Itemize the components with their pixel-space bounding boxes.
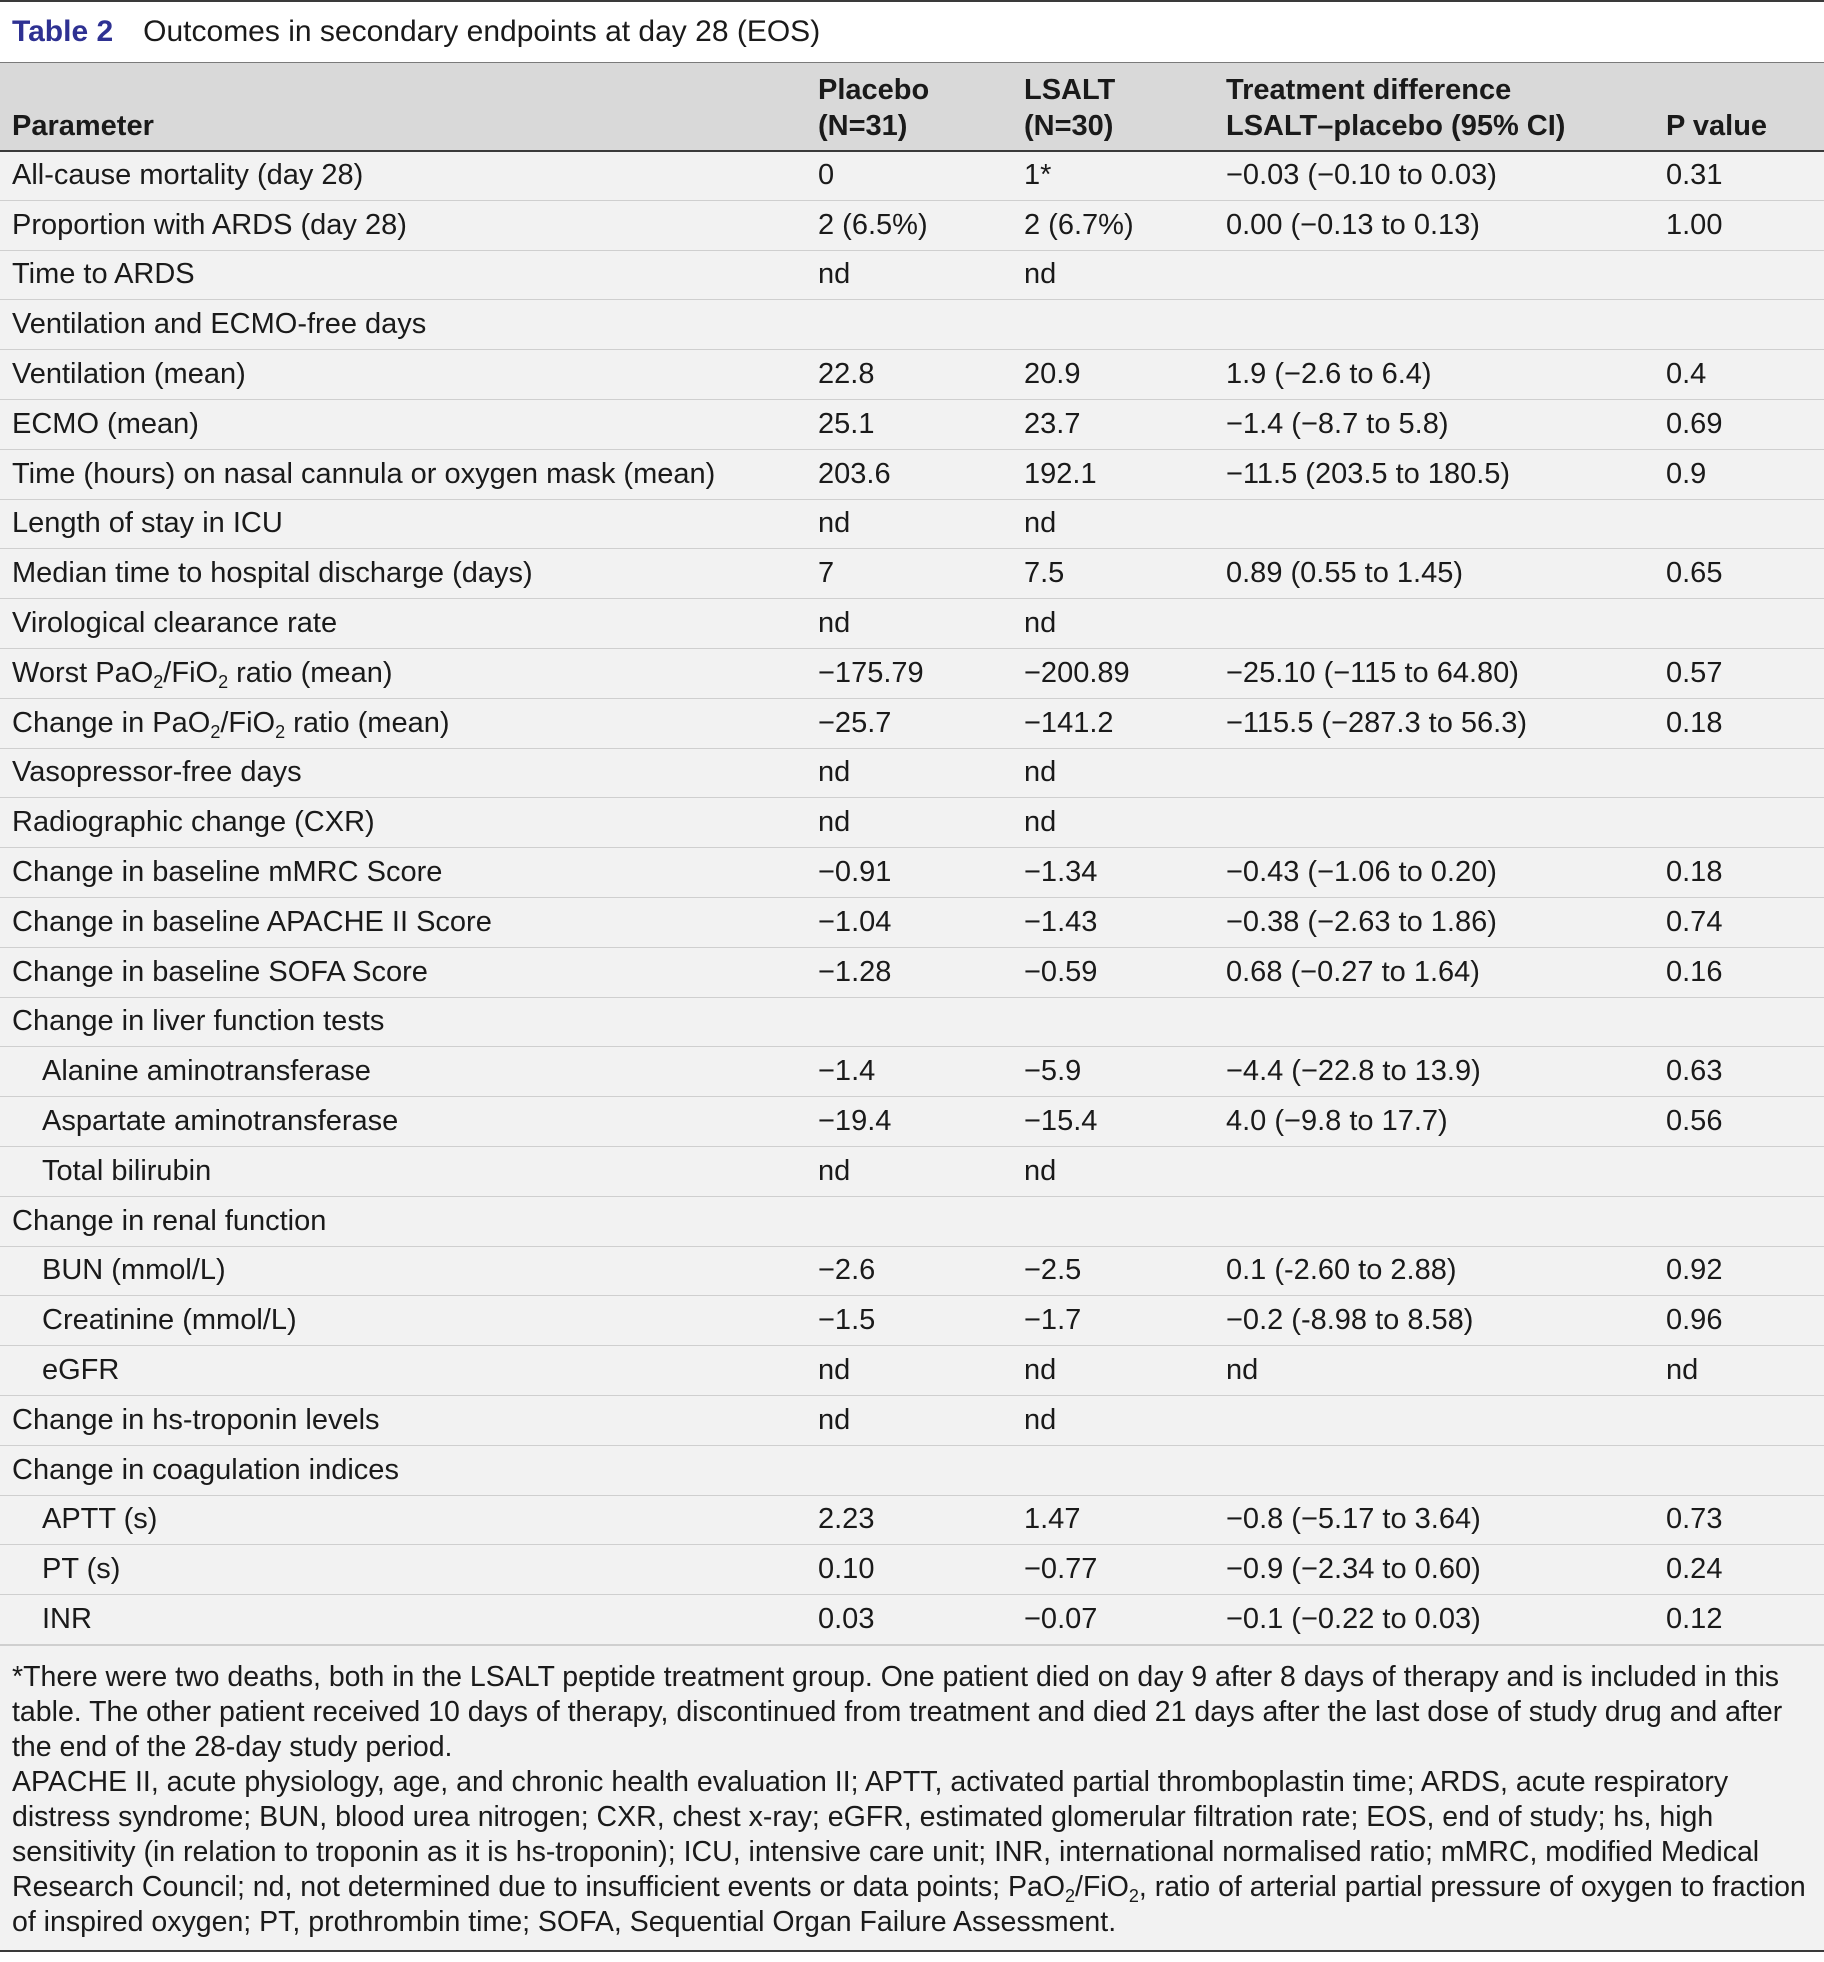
cell-placebo: nd (818, 507, 851, 540)
table-body (0, 151, 1824, 1645)
cell-diff: −115.5 (−287.3 to 56.3) (1226, 706, 1527, 739)
cell-p: 0.9 (1666, 457, 1707, 490)
table-row (0, 848, 1824, 898)
table-row (0, 1196, 1824, 1246)
cell-parameter (0, 648, 806, 698)
cell-lsalt (1012, 997, 1214, 1047)
cell-lsalt: nd (1024, 1354, 1057, 1387)
table-row (0, 947, 1824, 997)
cell-p: 0.96 (1666, 1304, 1723, 1337)
cell-parameter-part: /FiO (220, 706, 276, 739)
cell-p (1654, 499, 1824, 549)
cell-parameter: Change in liver function tests (12, 1005, 385, 1038)
table-title: Outcomes in secondary endpoints at day 28 (EOS) (143, 15, 821, 48)
cell-parameter-subscript: 2 (218, 671, 229, 692)
table-row (0, 1545, 1824, 1595)
cell-placebo: nd (818, 1154, 851, 1187)
footnote-abbreviations (12, 1765, 1812, 1940)
table-row (0, 449, 1824, 499)
cell-lsalt: −141.2 (1024, 706, 1114, 739)
cell-p (1654, 1146, 1824, 1196)
cell-parameter-part: Worst PaO (12, 656, 154, 689)
table-row (0, 997, 1824, 1047)
table-row (0, 748, 1824, 798)
cell-lsalt: nd (1024, 507, 1057, 540)
cell-diff: nd (1226, 1354, 1259, 1387)
cell-placebo: 2 (6.5%) (818, 208, 928, 241)
cell-placebo: 0.03 (818, 1603, 875, 1635)
cell-lsalt: nd (1024, 258, 1057, 291)
cell-p (1654, 748, 1824, 798)
cell-diff: −0.1 (−0.22 to 0.03) (1226, 1603, 1481, 1635)
cell-placebo: 0 (818, 159, 835, 192)
cell-p: 0.57 (1666, 656, 1723, 689)
cell-lsalt: −1.34 (1024, 856, 1098, 889)
column-header-treatment-difference (1214, 63, 1654, 151)
table-label: Table 2 (12, 15, 114, 48)
cell-parameter: Median time to hospital discharge (days) (12, 557, 533, 590)
cell-parameter-part: ratio (mean) (285, 706, 450, 739)
cell-diff (1214, 1445, 1654, 1495)
cell-lsalt: nd (1024, 1154, 1057, 1187)
table-footnotes (0, 1645, 1824, 1952)
table-row (0, 1146, 1824, 1196)
cell-lsalt: nd (1024, 607, 1057, 640)
cell-placebo: nd (818, 806, 851, 839)
cell-p: 0.24 (1666, 1553, 1723, 1586)
cell-diff: −0.8 (−5.17 to 3.64) (1226, 1503, 1481, 1536)
cell-parameter: Ventilation (mean) (12, 358, 246, 391)
table-row (0, 798, 1824, 848)
column-header-diff-line1: Treatment difference (1226, 73, 1512, 106)
cell-parameter: Alanine aminotransferase (42, 1055, 371, 1088)
cell-lsalt: −200.89 (1024, 656, 1130, 689)
table-header-row (0, 63, 1824, 151)
cell-diff: 0.68 (−0.27 to 1.64) (1226, 955, 1480, 988)
cell-lsalt: nd (1024, 806, 1057, 839)
cell-parameter: Length of stay in ICU (12, 507, 283, 540)
cell-p (1654, 300, 1824, 350)
cell-p: 0.65 (1666, 557, 1723, 590)
column-header-parameter: Parameter (12, 109, 154, 142)
cell-parameter: PT (s) (42, 1553, 121, 1586)
cell-placebo: 0.10 (818, 1553, 875, 1586)
cell-diff: −1.4 (−8.7 to 5.8) (1226, 407, 1449, 440)
cell-p (1654, 250, 1824, 300)
cell-lsalt (1012, 1196, 1214, 1246)
cell-p: 0.16 (1666, 955, 1723, 988)
column-header-diff-line2: LSALT–placebo (95% CI) (1226, 109, 1566, 142)
footnote-abbr-sub: 2 (1128, 1885, 1139, 1906)
cell-placebo: −1.4 (818, 1055, 876, 1088)
cell-p (1654, 1395, 1824, 1445)
cell-p (1654, 798, 1824, 848)
cell-parameter: Change in baseline mMRC Score (12, 856, 443, 889)
cell-placebo: nd (818, 607, 851, 640)
cell-parameter: Proportion with ARDS (day 28) (12, 208, 407, 241)
cell-p: 0.56 (1666, 1105, 1723, 1138)
outcomes-table (0, 62, 1824, 1645)
column-header-lsalt (1012, 63, 1214, 151)
cell-p: 0.18 (1666, 856, 1723, 889)
column-header-lsalt-line1: LSALT (1024, 73, 1116, 106)
cell-p: 0.31 (1666, 159, 1723, 192)
table-row (0, 1246, 1824, 1296)
table-row (0, 1296, 1824, 1346)
cell-parameter: Vasopressor-free days (12, 756, 302, 789)
cell-placebo: 7 (818, 557, 835, 590)
cell-diff: −0.43 (−1.06 to 0.20) (1226, 856, 1497, 889)
cell-placebo: nd (818, 756, 851, 789)
cell-placebo: −25.7 (818, 706, 892, 739)
cell-diff (1214, 997, 1654, 1047)
cell-placebo: nd (818, 1403, 851, 1436)
cell-parameter-part: ratio (mean) (228, 656, 393, 689)
cell-lsalt: 1.47 (1024, 1503, 1081, 1536)
cell-placebo: −2.6 (818, 1254, 876, 1287)
cell-lsalt: −5.9 (1024, 1055, 1082, 1088)
cell-diff: 0.89 (0.55 to 1.45) (1226, 557, 1463, 590)
cell-placebo: −0.91 (818, 856, 892, 889)
cell-diff: −0.9 (−2.34 to 0.60) (1226, 1553, 1481, 1586)
cell-diff: −4.4 (−22.8 to 13.9) (1226, 1055, 1481, 1088)
cell-parameter: Change in baseline SOFA Score (12, 955, 428, 988)
cell-diff: 4.0 (−9.8 to 17.7) (1226, 1105, 1448, 1138)
table-row (0, 151, 1824, 201)
cell-p: 1.00 (1666, 208, 1723, 241)
cell-placebo: −1.5 (818, 1304, 876, 1337)
cell-parameter: Creatinine (mmol/L) (42, 1304, 297, 1337)
cell-placebo (806, 300, 1012, 350)
cell-parameter-subscript: 2 (275, 721, 286, 742)
cell-lsalt (1012, 300, 1214, 350)
cell-p (1654, 1445, 1824, 1495)
cell-parameter: Time (hours) on nasal cannula or oxygen mask (mean) (12, 457, 716, 490)
cell-parameter: BUN (mmol/L) (42, 1254, 226, 1287)
cell-diff (1214, 499, 1654, 549)
cell-diff: −0.38 (−2.63 to 1.86) (1226, 905, 1497, 938)
cell-diff: −0.2 (-8.98 to 8.58) (1226, 1304, 1474, 1337)
cell-lsalt: −0.07 (1024, 1603, 1098, 1635)
cell-parameter: ECMO (mean) (12, 407, 199, 440)
cell-placebo: −1.04 (818, 905, 892, 938)
cell-lsalt: −2.5 (1024, 1254, 1082, 1287)
cell-parameter: Change in coagulation indices (12, 1453, 399, 1486)
cell-placebo: nd (818, 258, 851, 291)
cell-diff (1214, 1196, 1654, 1246)
cell-lsalt: −0.77 (1024, 1553, 1098, 1586)
column-header-lsalt-line2: (N=30) (1024, 109, 1114, 142)
cell-parameter-part: Change in PaO (12, 706, 211, 739)
cell-placebo: 22.8 (818, 358, 875, 391)
table-row (0, 1047, 1824, 1097)
table-row (0, 250, 1824, 300)
cell-p: 0.18 (1666, 706, 1723, 739)
table-row (0, 350, 1824, 400)
cell-lsalt: −15.4 (1024, 1105, 1098, 1138)
cell-p: 0.73 (1666, 1503, 1723, 1536)
cell-p: nd (1666, 1354, 1699, 1387)
cell-diff: 0.1 (-2.60 to 2.88) (1226, 1254, 1457, 1287)
table-row (0, 1097, 1824, 1147)
cell-diff (1214, 250, 1654, 300)
cell-parameter: Aspartate aminotransferase (42, 1105, 399, 1138)
cell-placebo: 25.1 (818, 407, 875, 440)
cell-lsalt (1012, 1445, 1214, 1495)
cell-diff (1214, 748, 1654, 798)
cell-placebo: −175.79 (818, 656, 924, 689)
cell-parameter: Time to ARDS (12, 258, 195, 291)
cell-lsalt: 2 (6.7%) (1024, 208, 1134, 241)
column-header-p-value: P value (1666, 109, 1768, 142)
footnote-deaths: *There were two deaths, both in the LSALT peptide treatment group. One patient died on day 9 after 8 days of therapy and is included in this table. The other patient received 10 days of therapy, discontinued from treatment and died 21 days after the last dose of study drug and after the end of the 28-day study period. (12, 1660, 1783, 1763)
cell-lsalt: 1* (1024, 159, 1052, 192)
cell-parameter: Change in baseline APACHE II Score (12, 905, 492, 938)
cell-parameter: INR (42, 1603, 92, 1635)
cell-parameter: Change in renal function (12, 1204, 327, 1237)
cell-lsalt: −1.43 (1024, 905, 1098, 938)
cell-parameter: All-cause mortality (day 28) (12, 159, 364, 192)
table-row (0, 1346, 1824, 1396)
cell-parameter: Virological clearance rate (12, 607, 338, 640)
cell-diff: −11.5 (203.5 to 180.5) (1226, 457, 1511, 490)
cell-p: 0.4 (1666, 358, 1707, 391)
cell-parameter: Change in hs-troponin levels (12, 1403, 380, 1436)
cell-parameter-subscript: 2 (210, 721, 221, 742)
cell-parameter: Total bilirubin (42, 1154, 212, 1187)
cell-diff: 1.9 (−2.6 to 6.4) (1226, 358, 1432, 391)
table-row (0, 1495, 1824, 1545)
footnote-abbr-part: /FiO (1075, 1870, 1129, 1903)
cell-diff: −0.03 (−0.10 to 0.03) (1226, 159, 1497, 192)
cell-diff (1214, 798, 1654, 848)
footnote-abbr-sub: 2 (1065, 1885, 1076, 1906)
table-row (0, 300, 1824, 350)
footnote-abbr-part: , ratio of arterial partial pressure of oxygen to fraction of inspired oxygen; PT, prothrombin time; SOFA, Sequential Organ Failure Assessment. (12, 1870, 1806, 1938)
cell-p: 0.63 (1666, 1055, 1723, 1088)
cell-p (1654, 1196, 1824, 1246)
column-header-placebo-line1: Placebo (818, 73, 930, 106)
cell-diff (1214, 1146, 1654, 1196)
column-header-placebo-line2: (N=31) (818, 109, 908, 142)
cell-parameter: Radiographic change (CXR) (12, 806, 375, 839)
cell-placebo: −1.28 (818, 955, 892, 988)
cell-lsalt: 20.9 (1024, 358, 1081, 391)
cell-lsalt: −1.7 (1024, 1304, 1082, 1337)
cell-lsalt: 192.1 (1024, 457, 1097, 490)
table-row (0, 897, 1824, 947)
cell-p: 0.69 (1666, 407, 1723, 440)
cell-lsalt: 23.7 (1024, 407, 1081, 440)
table-row (0, 648, 1824, 698)
cell-placebo (806, 997, 1012, 1047)
cell-placebo: nd (818, 1354, 851, 1387)
cell-p: 0.92 (1666, 1254, 1723, 1287)
cell-parameter (0, 698, 806, 748)
cell-parameter: Ventilation and ECMO-free days (12, 308, 427, 341)
cell-parameter-subscript: 2 (153, 671, 164, 692)
column-header-placebo (806, 63, 1012, 151)
cell-lsalt: 7.5 (1024, 557, 1065, 590)
cell-lsalt: nd (1024, 756, 1057, 789)
cell-parameter-part: /FiO (163, 656, 219, 689)
table-row (0, 399, 1824, 449)
cell-diff (1214, 1395, 1654, 1445)
cell-p (1654, 997, 1824, 1047)
cell-placebo: 2.23 (818, 1503, 875, 1536)
cell-parameter: APTT (s) (42, 1503, 158, 1536)
cell-diff (1214, 599, 1654, 649)
table-caption (0, 0, 1824, 62)
cell-lsalt: nd (1024, 1403, 1057, 1436)
cell-placebo: −19.4 (818, 1105, 892, 1138)
cell-p: 0.12 (1666, 1603, 1723, 1635)
cell-placebo: 203.6 (818, 457, 891, 490)
table-row (0, 1395, 1824, 1445)
table-row (0, 698, 1824, 748)
table-row (0, 200, 1824, 250)
table-row (0, 1445, 1824, 1495)
cell-placebo (806, 1196, 1012, 1246)
table-row (0, 599, 1824, 649)
footnote-abbr-part: APACHE II, acute physiology, age, and chronic health evaluation II; APTT, activated partial thromboplastin time; ARDS, acute respiratory distress syndrome; BUN, blood urea nitrogen; CXR, chest x-ray; eGFR, estimated glomerular filtration rate; EOS, end of study; hs, high sensitivity (in relation to troponin as it is hs-troponin); ICU, intensive care unit; INR, international normalised ratio; mMRC, modified Medical Research Council; nd, not determined due to insufficient events or data points; PaO (12, 1765, 1760, 1903)
table-row (0, 499, 1824, 549)
table-row (0, 549, 1824, 599)
cell-placebo (806, 1445, 1012, 1495)
cell-diff: −25.10 (−115 to 64.80) (1226, 656, 1519, 689)
cell-lsalt: −0.59 (1024, 955, 1098, 988)
cell-diff (1214, 300, 1654, 350)
cell-diff: 0.00 (−0.13 to 0.13) (1226, 208, 1480, 241)
cell-parameter: eGFR (42, 1354, 120, 1387)
table-row (0, 1595, 1824, 1645)
cell-p: 0.74 (1666, 905, 1723, 938)
cell-p (1654, 599, 1824, 649)
